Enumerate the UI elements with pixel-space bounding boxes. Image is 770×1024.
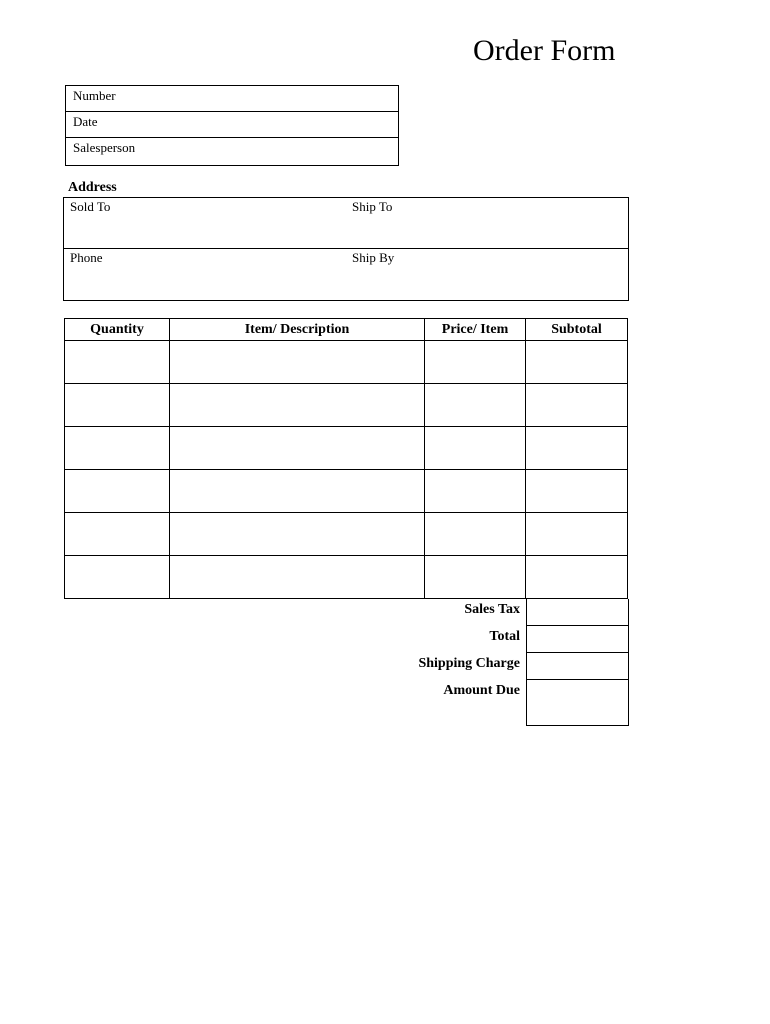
- quantity-header: Quantity: [65, 319, 170, 341]
- table-row: [65, 513, 628, 556]
- phone-label: Phone: [70, 250, 103, 265]
- amount-due-field[interactable]: [526, 680, 629, 726]
- items-table: [64, 318, 628, 599]
- item-description-header: Item/ Description: [170, 319, 425, 341]
- subtotal-header: Subtotal: [526, 319, 628, 341]
- subtotal-cell[interactable]: [526, 384, 628, 427]
- price-item-cell[interactable]: [425, 513, 526, 556]
- item-description-cell[interactable]: [170, 470, 425, 513]
- number-field[interactable]: [66, 86, 398, 112]
- address-row-phone-shipby: [64, 249, 628, 300]
- address-row-sold-ship: [64, 198, 628, 249]
- price-item-cell[interactable]: [425, 427, 526, 470]
- table-row: [65, 384, 628, 427]
- sales-tax-field[interactable]: [526, 599, 629, 626]
- subtotal-cell[interactable]: [526, 341, 628, 384]
- subtotal-cell[interactable]: [526, 470, 628, 513]
- item-description-cell[interactable]: [170, 556, 425, 599]
- table-row: [65, 427, 628, 470]
- quantity-cell[interactable]: [65, 427, 170, 470]
- subtotal-cell[interactable]: [526, 427, 628, 470]
- item-description-cell[interactable]: [170, 427, 425, 470]
- quantity-cell[interactable]: [65, 556, 170, 599]
- total-field[interactable]: [526, 626, 629, 653]
- order-info-box: [65, 85, 399, 166]
- price-item-header: Price/ Item: [425, 319, 526, 341]
- item-description-cell[interactable]: [170, 341, 425, 384]
- ship-to-label: Ship To: [352, 199, 393, 214]
- item-description-cell[interactable]: [170, 384, 425, 427]
- number-label: Number: [73, 88, 116, 103]
- sales-tax-label: Sales Tax: [464, 602, 520, 617]
- date-field[interactable]: [66, 112, 398, 138]
- address-box: [63, 197, 629, 301]
- table-row: [65, 341, 628, 384]
- subtotal-cell[interactable]: [526, 556, 628, 599]
- subtotal-cell[interactable]: [526, 513, 628, 556]
- salesperson-label: Salesperson: [73, 140, 136, 155]
- table-row: [65, 470, 628, 513]
- sold-to-label: Sold To: [70, 199, 111, 214]
- total-label: Total: [489, 629, 520, 644]
- amount-due-label: Amount Due: [443, 683, 520, 698]
- items-header-row: [65, 319, 628, 341]
- quantity-cell[interactable]: [65, 513, 170, 556]
- page-title: Order Form: [473, 34, 616, 67]
- price-item-cell[interactable]: [425, 470, 526, 513]
- price-item-cell[interactable]: [425, 341, 526, 384]
- price-item-cell[interactable]: [425, 384, 526, 427]
- date-label: Date: [73, 114, 98, 129]
- shipping-charge-label: Shipping Charge: [418, 656, 520, 671]
- salesperson-field[interactable]: [66, 138, 398, 165]
- table-row: [65, 556, 628, 599]
- shipping-charge-field[interactable]: [526, 653, 629, 680]
- quantity-cell[interactable]: [65, 470, 170, 513]
- item-description-cell[interactable]: [170, 513, 425, 556]
- address-heading: Address: [68, 180, 117, 195]
- quantity-cell[interactable]: [65, 384, 170, 427]
- ship-by-label: Ship By: [352, 250, 395, 265]
- quantity-cell[interactable]: [65, 341, 170, 384]
- price-item-cell[interactable]: [425, 556, 526, 599]
